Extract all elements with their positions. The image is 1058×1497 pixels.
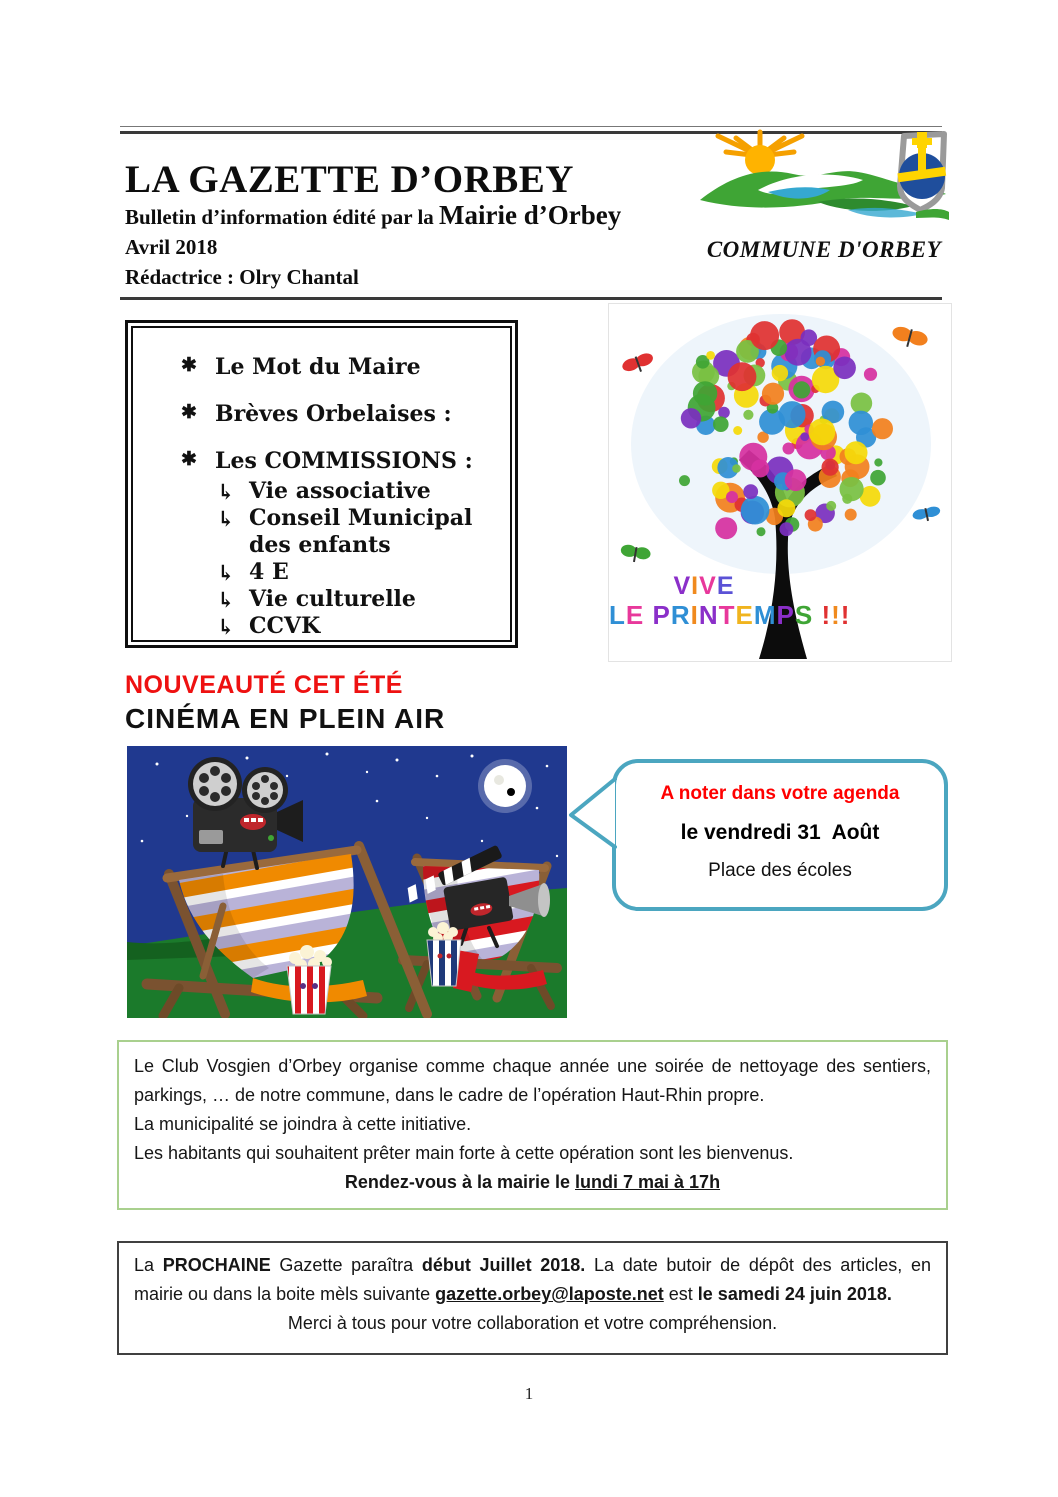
flower <box>849 411 873 435</box>
text-segment: Gazette paraîtra <box>270 1255 422 1275</box>
agenda-line2: le vendredi 31 Août <box>680 821 880 844</box>
arrow-bullet-icon: ↳ <box>217 587 235 612</box>
flower <box>785 469 807 491</box>
caption-letter: E <box>716 572 735 600</box>
flower <box>780 522 794 536</box>
text-segment: est <box>663 1284 698 1304</box>
arrow-bullet-icon: ↳ <box>217 560 235 585</box>
toc-subitem <box>217 559 510 586</box>
caption-letter: V <box>699 572 717 600</box>
cleanup-footer <box>134 1168 931 1197</box>
next-issue-notice <box>117 1241 948 1355</box>
agenda-line1: A noter dans votre agenda <box>660 783 900 804</box>
editor-line: Rédactrice : Olry Chantal <box>125 265 359 289</box>
flower <box>732 464 741 473</box>
bubble-tail <box>565 777 617 851</box>
caption-letter: L <box>609 600 626 630</box>
flower <box>757 527 766 536</box>
toc-subitem-label: Vie culturelle <box>249 586 416 612</box>
flower <box>713 416 729 432</box>
butterfly-icon <box>890 325 929 352</box>
shield-icon <box>897 132 946 210</box>
caption-letter: T <box>718 600 736 630</box>
subtitle-line <box>125 200 621 232</box>
toc-subitem <box>217 505 510 559</box>
caption-letter: ! <box>840 600 851 630</box>
butterfly-icon <box>621 351 657 377</box>
arrow-bullet-icon: ↳ <box>217 479 235 504</box>
flower <box>864 368 877 381</box>
flower <box>772 365 788 381</box>
agenda-bubble <box>612 759 948 911</box>
star-bullet-icon: ✱ <box>181 354 197 376</box>
commune-logo <box>698 128 950 263</box>
flower <box>822 459 839 476</box>
flower <box>762 383 784 405</box>
caption-letter: P <box>776 600 795 630</box>
toc-subitem <box>217 478 510 505</box>
butterfly-icon <box>619 544 651 565</box>
toc-sublist <box>217 478 510 640</box>
star-bullet-icon: ✱ <box>181 448 197 470</box>
sun-icon <box>718 132 802 175</box>
toc-subitem <box>217 586 510 613</box>
text-segment: lundi 7 mai à 17h <box>575 1172 721 1192</box>
flower <box>833 357 856 380</box>
flower <box>679 475 690 486</box>
next-issue-footer <box>134 1309 931 1338</box>
cleanup-paragraph-1: Le Club Vosgien d’Orbey organise comme chaque année une soirée de nettoyage des sentiers, parkings, … de notre commune, dans le cadre de l’opération Haut-Rhin propre. <box>134 1056 931 1105</box>
flower <box>777 499 795 517</box>
summer-subheading: CINÉMA EN PLEIN AIR <box>125 703 446 734</box>
toc-subitem-label: 4 E <box>249 559 289 585</box>
text-segment: La <box>134 1255 163 1275</box>
caption-letter: M <box>753 600 777 630</box>
toc-item <box>181 448 510 474</box>
flower <box>739 443 767 471</box>
text-segment: PROCHAINE <box>162 1255 271 1275</box>
page-title: LA GAZETTE D’ORBEY <box>125 158 574 202</box>
caption-letter: I <box>691 572 700 600</box>
flower <box>706 351 715 360</box>
toc-item-label: Les COMMISSIONS : <box>215 448 473 474</box>
text-segment: Rendez-vous à la mairie le <box>344 1172 576 1192</box>
toc-item <box>181 401 510 427</box>
text-segment: début Juillet 2018. <box>421 1255 586 1275</box>
toc-item-label: Brèves Orbelaises : <box>215 401 452 427</box>
toc-subitem-label: CCVK <box>249 613 321 639</box>
agenda-line3: Place des écoles <box>708 860 852 881</box>
subtitle-prefix: Bulletin d’information édité par la <box>125 205 440 229</box>
tree-caption-line2 <box>609 600 851 630</box>
toc-item-label: Le Mot du Maire <box>215 354 421 380</box>
next-issue-paragraph <box>134 1251 931 1309</box>
toc-box <box>125 320 518 648</box>
flower <box>743 484 758 499</box>
flower <box>805 509 817 521</box>
commune-logo-art <box>698 128 950 230</box>
caption-letter: I <box>690 600 699 630</box>
tree-caption-line1 <box>609 572 799 601</box>
header-rule-bottom <box>120 297 942 300</box>
flower <box>741 496 770 525</box>
flower <box>733 426 742 435</box>
text-segment: Merci à tous pour votre collaboration et votre compréhension. <box>287 1313 778 1333</box>
email-link[interactable]: gazette.orbey@laposte.net <box>435 1284 664 1304</box>
toc-subitem-label: Vie associative <box>249 478 431 504</box>
flower <box>845 441 868 464</box>
text-segment: le samedi 24 juin 2018. <box>697 1284 892 1304</box>
spring-tree-illustration <box>608 303 952 662</box>
caption-letter: ! <box>821 600 832 630</box>
toc-subitem <box>217 613 510 640</box>
cinema-svg <box>127 746 567 1018</box>
moon-icon <box>478 759 532 813</box>
cleanup-notice <box>117 1040 948 1210</box>
cleanup-paragraph-3: Les habitants qui souhaitent prêter main forte à cette opération sont les bienvenus. <box>134 1143 794 1163</box>
masthead-subtitle <box>125 200 621 292</box>
text-segment: La date butoir de dépôt des articles, en mairie ou dans la boite mèls suivante <box>134 1255 931 1304</box>
cinema-illustration <box>127 746 567 1018</box>
issue-date: Avril 2018 <box>125 235 218 259</box>
flower <box>728 362 757 391</box>
flower <box>783 443 795 455</box>
flower <box>715 517 737 539</box>
flower <box>816 357 825 366</box>
arrow-bullet-icon: ↳ <box>217 614 235 639</box>
flower <box>726 491 738 503</box>
toc-subitem-label: Conseil Municipal des enfants <box>249 505 473 558</box>
caption-letter: S <box>794 600 814 630</box>
butterfly-icon <box>912 505 942 524</box>
flower <box>779 401 806 428</box>
toc-inner <box>131 326 512 642</box>
summer-heading: NOUVEAUTÉ CET ÉTÉ <box>125 671 403 699</box>
flower <box>826 501 836 511</box>
flower <box>681 408 701 428</box>
cleanup-paragraph-2: La municipalité se joindra à cette initiative. <box>134 1114 472 1134</box>
flower <box>840 477 864 501</box>
flower <box>870 470 886 486</box>
caption-letter: V <box>673 572 692 600</box>
commune-logo-caption: COMMUNE D'ORBEY <box>706 237 942 262</box>
arrow-bullet-icon: ↳ <box>217 506 235 531</box>
tree-caption <box>609 572 851 630</box>
flower <box>809 419 836 446</box>
star-bullet-icon: ✱ <box>181 401 197 423</box>
flower <box>793 381 810 398</box>
caption-letter: N <box>698 600 719 630</box>
flower <box>872 418 893 439</box>
caption-letter: P <box>652 600 671 630</box>
flower <box>874 458 882 466</box>
toc-item <box>181 354 510 380</box>
caption-letter: E <box>625 600 645 630</box>
caption-letter: R <box>670 600 691 630</box>
caption-letter: E <box>735 600 754 630</box>
flower <box>800 432 809 441</box>
flower <box>845 509 857 521</box>
caption-letter: ! <box>831 600 841 630</box>
flower <box>693 381 717 405</box>
popcorn-icon <box>287 945 332 1014</box>
subtitle-emphasis: Mairie d’Orbey <box>439 200 622 230</box>
flower <box>743 410 753 420</box>
page-number: 1 <box>524 1384 534 1403</box>
flower <box>750 321 779 350</box>
